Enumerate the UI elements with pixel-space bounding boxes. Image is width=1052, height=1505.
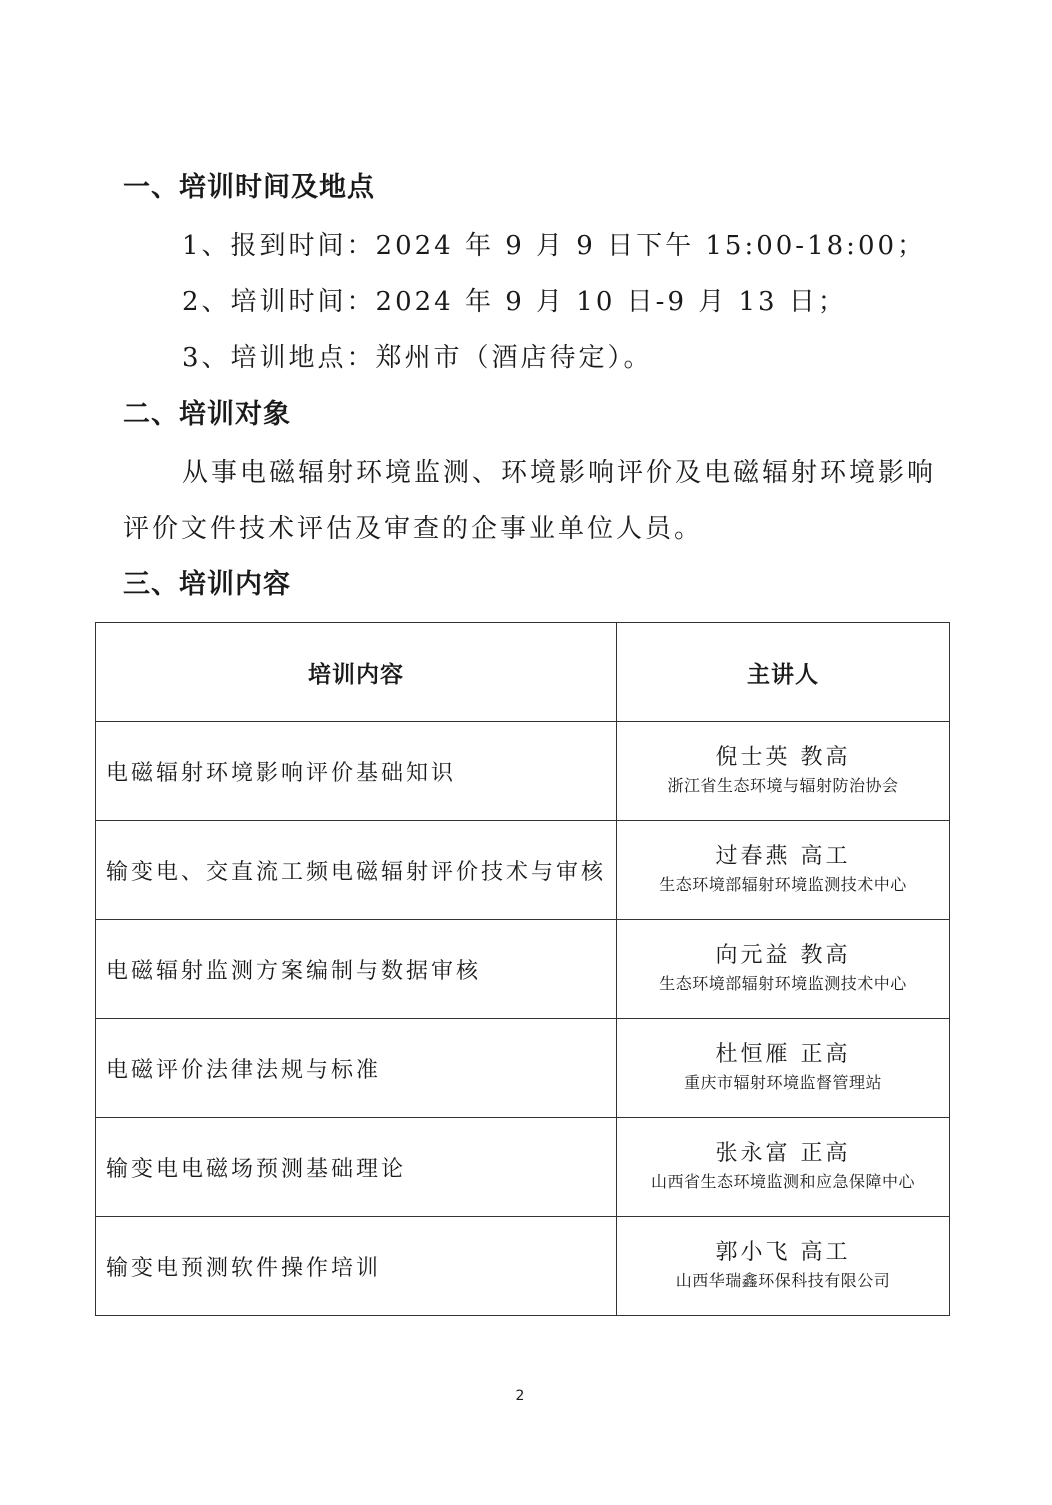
audience-line-2: 评价文件技术评估及审查的企事业单位人员。 — [123, 514, 704, 544]
row-content: 电磁辐射监测方案编制与数据审核 — [96, 920, 617, 1019]
section1-heading: 一、培训时间及地点 — [123, 172, 375, 203]
table-row — [96, 1217, 950, 1316]
page-number: 2 — [515, 1388, 525, 1404]
row-content: 输变电、交直流工频电磁辐射评价技术与审核 — [96, 821, 617, 920]
header-speaker: 主讲人 — [617, 623, 950, 722]
speaker-org: 重庆市辐射环境监督管理站 — [683, 1073, 882, 1092]
speaker-name: 张永富 正高 — [715, 1141, 851, 1166]
table-row — [96, 821, 950, 920]
audience-line-1: 从事电磁辐射环境监测、环境影响评价及电磁辐射环境影响 — [182, 458, 937, 488]
speaker-name: 倪士英 教高 — [715, 745, 851, 770]
speaker-org: 山西华瑞鑫环保科技有限公司 — [675, 1271, 891, 1290]
table-row — [96, 722, 950, 821]
registration-time: 1、报到时间：2024 年 9 月 9 日下午 15:00-18:00； — [182, 231, 927, 261]
row-content: 电磁评价法律法规与标准 — [96, 1019, 617, 1118]
row-speaker-cell — [617, 821, 950, 920]
row-content: 输变电预测软件操作培训 — [96, 1217, 617, 1316]
row-content: 输变电电磁场预测基础理论 — [96, 1118, 617, 1217]
speaker-name: 郭小飞 高工 — [715, 1240, 851, 1265]
row-speaker-cell — [617, 722, 950, 821]
row-content: 电磁辐射环境影响评价基础知识 — [96, 722, 617, 821]
speaker-org: 生态环境部辐射环境监测技术中心 — [659, 974, 907, 993]
table-row — [96, 1019, 950, 1118]
table-row — [96, 1118, 950, 1217]
table-header-row — [96, 623, 950, 722]
header-content: 培训内容 — [96, 623, 617, 722]
speaker-org: 生态环境部辐射环境监测技术中心 — [659, 875, 907, 894]
table-row — [96, 920, 950, 1019]
training-time: 2、培训时间：2024 年 9 月 10 日-9 月 13 日； — [182, 287, 847, 317]
speaker-name: 杜恒雁 正高 — [715, 1042, 851, 1067]
section2-heading: 二、培训对象 — [123, 399, 291, 430]
training-location: 3、培训地点：郑州市（酒店待定）。 — [182, 343, 653, 373]
row-speaker-cell — [617, 920, 950, 1019]
speaker-name: 向元益 教高 — [715, 943, 851, 968]
row-speaker-cell — [617, 1019, 950, 1118]
speaker-org: 山西省生态环境监测和应急保障中心 — [650, 1172, 915, 1191]
speaker-org: 浙江省生态环境与辐射防治协会 — [667, 776, 899, 795]
section3-heading: 三、培训内容 — [123, 569, 291, 600]
training-schedule-table — [95, 622, 950, 1316]
speaker-name: 过春燕 高工 — [715, 844, 851, 869]
row-speaker-cell — [617, 1118, 950, 1217]
row-speaker-cell — [617, 1217, 950, 1316]
